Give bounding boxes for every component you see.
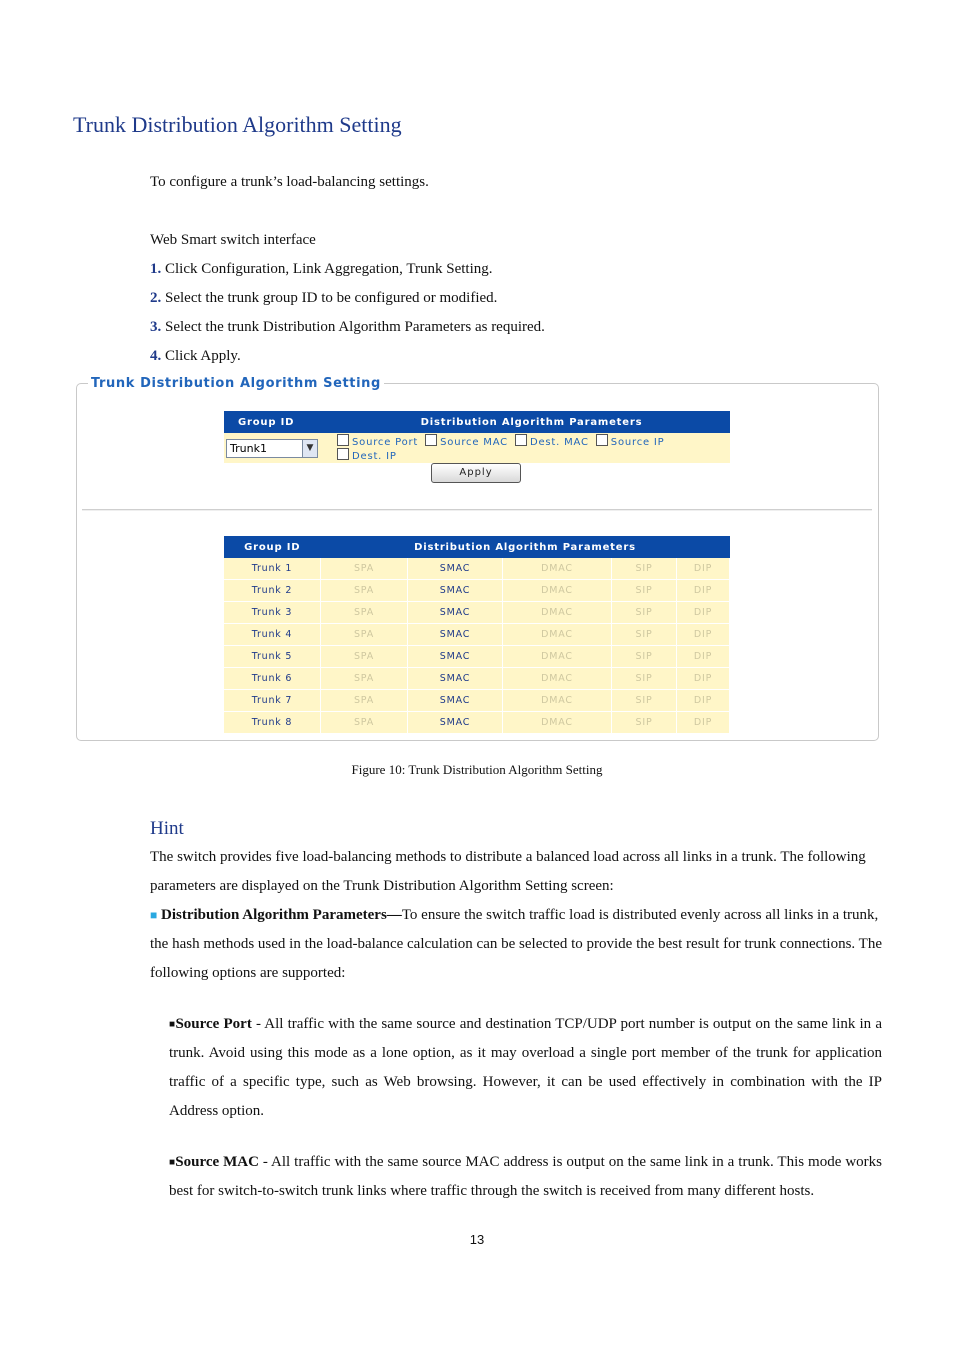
checkbox-label: Dest. IP xyxy=(352,451,397,462)
cell-sip: SIP xyxy=(612,690,677,712)
cell-dmac: DMAC xyxy=(503,646,612,668)
figure-caption: Figure 10: Trunk Distribution Algorithm Setting xyxy=(351,762,603,777)
cell-dmac: DMAC xyxy=(503,668,612,690)
hint-title: Hint xyxy=(150,818,184,839)
checkbox-label: Source Port xyxy=(352,437,419,448)
checkbox-icon[interactable] xyxy=(337,448,349,460)
hint-body xyxy=(150,843,882,988)
table-row xyxy=(224,646,730,668)
cell-sip: SIP xyxy=(612,602,677,624)
cell-dip: DIP xyxy=(677,668,730,690)
checkbox-source-port[interactable] xyxy=(337,434,418,448)
apply-button[interactable]: Apply xyxy=(431,463,521,483)
hint-paragraph-params xyxy=(150,901,882,988)
table-row xyxy=(224,580,730,602)
intro-text: To configure a trunk’s load-balancing settings. xyxy=(150,174,429,190)
step-number: 4. xyxy=(150,348,162,364)
step-4 xyxy=(150,342,241,371)
cell-dip: DIP xyxy=(677,602,730,624)
group-id-select[interactable] xyxy=(226,439,318,458)
trunk-list-table xyxy=(224,536,730,734)
cell-id: Trunk 5 xyxy=(224,646,321,668)
step-text: Select the trunk group ID to be configured or modified. xyxy=(161,290,498,306)
checkbox-label: Source MAC xyxy=(440,437,508,448)
trunk-form-table xyxy=(224,411,730,463)
cell-smac: SMAC xyxy=(408,602,503,624)
checkbox-label: Source IP xyxy=(610,437,665,448)
cell-dmac: DMAC xyxy=(503,558,612,580)
checkbox-dest-ip[interactable] xyxy=(337,448,397,462)
cell-dmac: DMAC xyxy=(503,624,612,646)
cell-dmac: DMAC xyxy=(503,602,612,624)
cell-dmac: DMAC xyxy=(503,690,612,712)
cell-id: Trunk 1 xyxy=(224,558,321,580)
cell-smac: SMAC xyxy=(408,668,503,690)
params-checkbox-cell xyxy=(333,433,730,463)
cell-spa: SPA xyxy=(321,646,408,668)
cell-id: Trunk 6 xyxy=(224,668,321,690)
list-header-params: Distribution Algorithm Parameters xyxy=(321,536,730,558)
page-number: 13 xyxy=(469,1232,485,1247)
step-text: Select the trunk Distribution Algorithm Parameters as required. xyxy=(161,319,545,335)
option-name: Source Port xyxy=(175,1016,252,1032)
list-header-group-id: Group ID xyxy=(224,536,321,558)
cell-smac: SMAC xyxy=(408,580,503,602)
table-row xyxy=(224,668,730,690)
step-text: Click Configuration, Link Aggregation, Trunk Setting. xyxy=(161,261,493,277)
interface-label: Web Smart switch interface xyxy=(150,232,316,248)
chevron-down-icon: ▼ xyxy=(302,440,317,457)
cell-smac: SMAC xyxy=(408,624,503,646)
option-source-port xyxy=(169,1010,882,1126)
step-number: 2. xyxy=(150,290,162,306)
cell-spa: SPA xyxy=(321,602,408,624)
checkbox-icon[interactable] xyxy=(337,434,349,446)
cell-spa: SPA xyxy=(321,558,408,580)
square-bullet-icon: ■ xyxy=(150,908,158,922)
option-name: Source MAC xyxy=(175,1154,259,1170)
option-source-mac xyxy=(169,1148,882,1206)
step-1 xyxy=(150,255,493,284)
cell-sip: SIP xyxy=(612,646,677,668)
bullet-icon: ■ xyxy=(169,1019,176,1030)
page-title: Trunk Distribution Algorithm Setting xyxy=(73,112,402,137)
step-text: Click Apply. xyxy=(161,348,241,364)
table-row xyxy=(224,712,730,734)
option-text: - All traffic with the same source MAC address is output on the same link in a trunk. This mode works best for switch-to-switch trunk links where traffic through the switch is received from many different hosts. xyxy=(169,1154,883,1199)
cell-dip: DIP xyxy=(677,646,730,668)
cell-dmac: DMAC xyxy=(503,712,612,734)
step-3 xyxy=(150,313,545,342)
cell-sip: SIP xyxy=(612,580,677,602)
group-id-select-value: Trunk1 xyxy=(230,441,267,455)
checkbox-dest-mac[interactable] xyxy=(515,434,589,448)
cell-spa: SPA xyxy=(321,712,408,734)
cell-sip: SIP xyxy=(612,624,677,646)
cell-smac: SMAC xyxy=(408,690,503,712)
cell-dip: DIP xyxy=(677,690,730,712)
cell-dip: DIP xyxy=(677,558,730,580)
checkbox-source-mac[interactable] xyxy=(425,434,508,448)
cell-spa: SPA xyxy=(321,624,408,646)
cell-spa: SPA xyxy=(321,668,408,690)
table-row xyxy=(224,558,730,580)
panel-divider xyxy=(82,509,872,511)
checkbox-source-ip[interactable] xyxy=(596,434,665,448)
cell-sip: SIP xyxy=(612,668,677,690)
form-header-params: Distribution Algorithm Parameters xyxy=(333,411,730,433)
cell-sip: SIP xyxy=(612,712,677,734)
table-row xyxy=(224,690,730,712)
panel-legend: Trunk Distribution Algorithm Setting xyxy=(88,376,384,391)
cell-sip: SIP xyxy=(612,558,677,580)
cell-smac: SMAC xyxy=(408,712,503,734)
cell-smac: SMAC xyxy=(408,646,503,668)
checkbox-icon[interactable] xyxy=(425,434,437,446)
cell-spa: SPA xyxy=(321,580,408,602)
checkbox-label: Dest. MAC xyxy=(529,437,589,448)
cell-spa: SPA xyxy=(321,690,408,712)
hint-paragraph: The switch provides five load-balancing methods to distribute a balanced load across all links in a trunk. The following parameters are displayed on the Trunk Distribution Algorithm Setting screen: xyxy=(150,849,866,894)
form-header-group-id: Group ID xyxy=(224,411,333,433)
step-number: 3. xyxy=(150,319,162,335)
cell-dmac: DMAC xyxy=(503,580,612,602)
checkbox-icon[interactable] xyxy=(515,434,527,446)
cell-dip: DIP xyxy=(677,712,730,734)
cell-id: Trunk 4 xyxy=(224,624,321,646)
hint-term-text: To ensure the switch traffic load is distributed evenly across all links in a trunk, the hash methods used in the load-balance calculation can be selected to provide the best result for trunk connections. The following options are supported: xyxy=(150,907,882,981)
group-select-cell xyxy=(224,433,333,463)
cell-smac: SMAC xyxy=(408,558,503,580)
bullet-icon: ■ xyxy=(169,1157,176,1168)
table-row xyxy=(224,624,730,646)
cell-dip: DIP xyxy=(677,624,730,646)
step-2 xyxy=(150,284,497,313)
option-text: - All traffic with the same source and destination TCP/UDP port number is output on the same link in a trunk. Avoid using this mode as a lone option, as it may overload a single port member of the trunk for application traffic of a specific type, such as Web browsing. However, it can be used effectively in combination with the IP Address option. xyxy=(169,1016,882,1119)
step-number: 1. xyxy=(150,261,162,277)
cell-id: Trunk 2 xyxy=(224,580,321,602)
trunk-list-body xyxy=(224,558,730,734)
cell-dip: DIP xyxy=(677,580,730,602)
hint-term: Distribution Algorithm Parameters— xyxy=(161,907,402,923)
checkbox-icon[interactable] xyxy=(596,434,608,446)
table-row xyxy=(224,602,730,624)
cell-id: Trunk 3 xyxy=(224,602,321,624)
cell-id: Trunk 8 xyxy=(224,712,321,734)
cell-id: Trunk 7 xyxy=(224,690,321,712)
